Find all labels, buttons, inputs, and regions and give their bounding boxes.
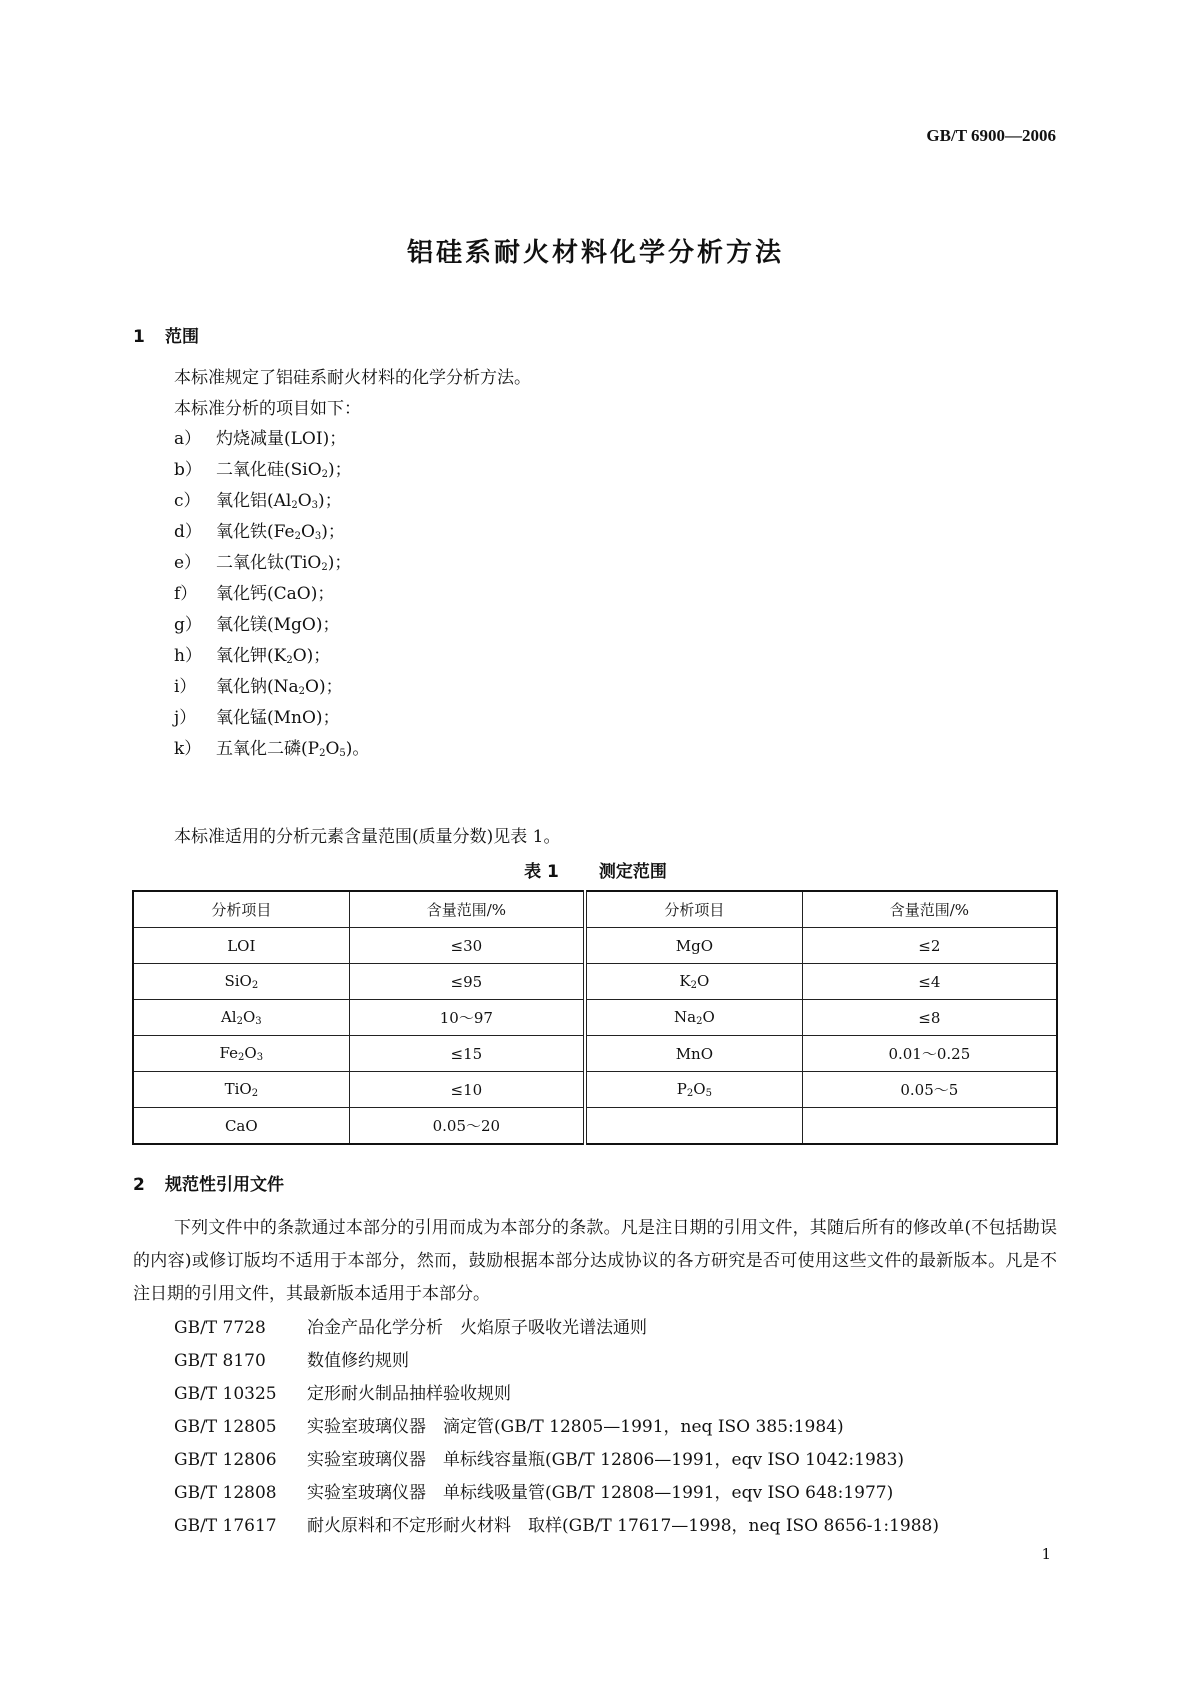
item-label: k） xyxy=(174,739,202,759)
analysis-item xyxy=(174,551,351,580)
table-cell: 10～97 xyxy=(349,1000,585,1036)
item-end: ； xyxy=(327,522,345,542)
item-name: 氧化钙 xyxy=(216,584,267,604)
header-cell: 分析项目 xyxy=(585,891,802,928)
item-formula: (TiO$_2$) xyxy=(284,553,335,573)
scope-intro-1: 本标准规定了铝硅系耐火材料的化学分析方法。 xyxy=(174,368,531,388)
item-label: g） xyxy=(174,615,202,635)
table-row xyxy=(133,928,1057,964)
reference-code: GB/T 8170 xyxy=(174,1351,266,1371)
item-label: c） xyxy=(174,491,201,511)
item-formula: $(Na_2O)$ xyxy=(267,677,326,697)
table-cell: ≤4 xyxy=(802,964,1057,1000)
item-end: 。 xyxy=(352,739,370,759)
item-name: 氧化镁 xyxy=(216,615,267,635)
table-cell: LOI xyxy=(133,928,349,964)
table-cell: $P_2O_5$ xyxy=(585,1072,802,1108)
item-label: i） xyxy=(174,677,197,697)
section-2-title: 规范性引用文件 xyxy=(165,1175,284,1195)
table-1-caption xyxy=(0,857,1191,882)
table-cell: 0.01～0.25 xyxy=(802,1036,1057,1072)
analysis-item xyxy=(174,644,330,673)
table-header-row xyxy=(133,891,1057,928)
document-code: GB/T 6900—2006 xyxy=(926,126,1056,145)
reference-code: GB/T 12805 xyxy=(174,1417,277,1437)
table-cell: TiO$_2$ xyxy=(133,1072,349,1108)
item-formula: $(Fe_2O_3)$ xyxy=(267,522,328,542)
item-name: 二氧化钛 xyxy=(216,553,284,573)
item-label: a） xyxy=(174,429,202,449)
table-row xyxy=(133,1072,1057,1108)
item-formula: (MgO) xyxy=(267,615,323,635)
analysis-item xyxy=(174,489,342,518)
reference-title: 定形耐火制品抽样验收规则 xyxy=(307,1384,511,1404)
document-title: 铝硅系耐火材料化学分析方法 xyxy=(406,238,784,268)
table-row xyxy=(133,1036,1057,1072)
item-end: ； xyxy=(324,491,342,511)
item-end: ； xyxy=(322,615,340,635)
item-name: 氧化铁 xyxy=(216,522,267,542)
reference-title: 实验室玻璃仪器 单标线吸量管(GB/T 12808—1991，eqv ISO 648:1977) xyxy=(307,1483,894,1503)
reference-title: 实验室玻璃仪器 滴定管(GB/T 12805—1991，neq ISO 385:1984) xyxy=(307,1417,844,1437)
table-row xyxy=(133,964,1057,1000)
item-label: e） xyxy=(174,553,202,573)
item-formula: $(Al_2O_3)$ xyxy=(267,491,325,511)
reference-code: GB/T 10325 xyxy=(174,1384,277,1404)
section-2-number: 2 xyxy=(133,1175,145,1195)
table-cell: 0.05～20 xyxy=(349,1108,585,1145)
item-end: ； xyxy=(329,429,347,449)
analysis-item xyxy=(174,582,334,606)
table-caption-title: 测定范围 xyxy=(598,862,667,882)
item-name: 灼烧减量 xyxy=(216,429,284,449)
analysis-item xyxy=(174,520,345,549)
reference-title: 冶金产品化学分析 火焰原子吸收光谱法通则 xyxy=(307,1318,647,1338)
item-name: 氧化钠 xyxy=(216,677,267,697)
table-cell: ≤2 xyxy=(802,928,1057,964)
item-name: 氧化锰 xyxy=(216,708,267,728)
item-formula: $(K_2O)$ xyxy=(267,646,314,666)
reference-entry xyxy=(174,1448,904,1472)
analysis-item xyxy=(174,706,340,730)
item-label: d） xyxy=(174,522,202,542)
table-caption-number: 表 1 xyxy=(524,862,559,882)
item-end: ； xyxy=(334,460,352,480)
paragraph-text: 下列文件中的条款通过本部分的引用而成为本部分的条款。凡是注日期的引用文件，其随后所有的修改单(不包括勘误的内容)或修订版均不适用于本部分，然而，鼓励根据本部分达成协议的各方研究是否可使用这些文件的最新版本。凡是不注日期的引用文件，其最新版本适用于本部分。 xyxy=(133,1218,1057,1304)
table-cell: 0.05～5 xyxy=(802,1072,1057,1108)
item-name: 氧化铝 xyxy=(216,491,267,511)
analysis-item xyxy=(174,737,369,766)
table-cell: ≤10 xyxy=(349,1072,585,1108)
table-cell: MnO xyxy=(585,1036,802,1072)
item-formula: (MnO) xyxy=(267,708,323,728)
item-label: j） xyxy=(174,708,197,728)
header-cell: 含量范围/% xyxy=(802,891,1057,928)
item-end: ； xyxy=(313,646,331,666)
reference-entry xyxy=(174,1349,409,1373)
reference-entry xyxy=(174,1382,511,1406)
section-1-number: 1 xyxy=(133,327,145,347)
item-end: ； xyxy=(322,708,340,728)
table-cell: ≤15 xyxy=(349,1036,585,1072)
reference-title: 数值修约规则 xyxy=(307,1351,409,1371)
table-row xyxy=(133,1000,1057,1036)
item-label: b） xyxy=(174,460,202,480)
analysis-item xyxy=(174,613,340,637)
item-label: f） xyxy=(174,584,198,604)
reference-code: GB/T 12806 xyxy=(174,1450,277,1470)
reference-code: GB/T 7728 xyxy=(174,1318,266,1338)
table-cell: $Fe_2O_3$ xyxy=(133,1036,349,1072)
item-name: 五氧化二磷 xyxy=(216,739,301,759)
table-cell xyxy=(585,1108,802,1145)
table-row xyxy=(133,1108,1057,1145)
item-name: 二氧化硅 xyxy=(216,460,284,480)
header-cell: 分析项目 xyxy=(133,891,349,928)
table-cell: $K_2O$ xyxy=(585,964,802,1000)
item-name: 氧化钾 xyxy=(216,646,267,666)
reference-title: 实验室玻璃仪器 单标线容量瓶(GB/T 12806—1991，eqv ISO 1042:1983) xyxy=(307,1450,905,1470)
header-cell: 含量范围/% xyxy=(349,891,585,928)
table-cell: ≤30 xyxy=(349,928,585,964)
analysis-item xyxy=(174,675,343,704)
page-number: 1 xyxy=(1041,1545,1051,1563)
table-cell: $Na_2O$ xyxy=(585,1000,802,1036)
table-cell: MgO xyxy=(585,928,802,964)
item-end: ； xyxy=(317,584,335,604)
item-end: ； xyxy=(325,677,343,697)
table-cell: SiO$_2$ xyxy=(133,964,349,1000)
table-cell xyxy=(802,1108,1057,1145)
normative-references-paragraph xyxy=(133,1212,1057,1311)
item-label: h） xyxy=(174,646,202,666)
section-1-title: 范围 xyxy=(165,327,199,347)
analysis-item xyxy=(174,458,352,487)
reference-code: GB/T 12808 xyxy=(174,1483,277,1503)
reference-entry xyxy=(174,1481,893,1505)
section-2-heading xyxy=(133,1170,284,1195)
scope-closing: 本标准适用的分析元素含量范围(质量分数)见表 1。 xyxy=(174,827,561,847)
table-cell: ≤95 xyxy=(349,964,585,1000)
scope-intro-2: 本标准分析的项目如下： xyxy=(174,399,361,419)
reference-entry xyxy=(174,1415,844,1439)
table-cell: ≤8 xyxy=(802,1000,1057,1036)
reference-entry xyxy=(174,1316,647,1340)
item-formula: (CaO) xyxy=(267,584,318,604)
measurement-range-table xyxy=(132,890,1058,1145)
item-formula: (LOI) xyxy=(284,429,330,449)
reference-entry xyxy=(174,1514,939,1538)
table-cell: CaO xyxy=(133,1108,349,1145)
section-1-heading xyxy=(133,322,199,347)
reference-title: 耐火原料和不定形耐火材料 取样(GB/T 17617—1998，neq ISO 8656-1:1988) xyxy=(307,1516,939,1536)
item-formula: $(P_2O_5)$ xyxy=(301,739,353,759)
analysis-item xyxy=(174,427,346,451)
table-cell: $Al_2O_3$ xyxy=(133,1000,349,1036)
reference-code: GB/T 17617 xyxy=(174,1516,277,1536)
item-end: ； xyxy=(334,553,352,573)
item-formula: (SiO$_2$) xyxy=(284,460,335,480)
